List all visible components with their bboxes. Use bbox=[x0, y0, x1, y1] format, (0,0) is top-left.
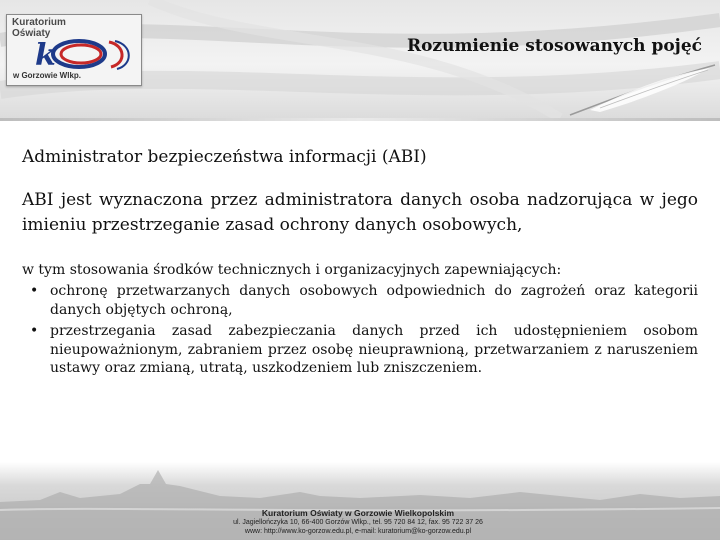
subheading: Administrator bezpieczeństwa informacji (ABI) bbox=[22, 147, 427, 167]
bullet-marker: • bbox=[30, 323, 39, 339]
bullet-marker: • bbox=[30, 283, 39, 299]
footer-band bbox=[0, 462, 720, 540]
footer-web-email: www: http://www.ko-gorzow.edu.pl, e-mail: kuratorium@ko-gorzow.edu.pl bbox=[244, 528, 472, 535]
bullet-text: przestrzegania zasad zabezpieczania danych przed ich udostępnieniem osobom nieupoważnionym, zabraniem przez osobę nieuprawnioną, przetwarzaniem z naruszeniem ustawy oraz zmianą, utratą, uszkodzeniem lub zniszczeniem. bbox=[50, 323, 698, 376]
list-item bbox=[22, 282, 698, 319]
slide-title: Rozumienie stosowanych pojęć bbox=[406, 36, 702, 56]
bullet-list bbox=[22, 282, 698, 378]
footer-contact bbox=[208, 508, 508, 536]
logo-line-1: Kuratorium bbox=[12, 17, 66, 28]
logo-mark-icon bbox=[27, 37, 135, 71]
feather-icon bbox=[560, 60, 720, 118]
list-item bbox=[22, 322, 698, 378]
header-band bbox=[0, 0, 720, 118]
logo bbox=[6, 14, 142, 86]
logo-line-2: Oświaty bbox=[12, 28, 51, 39]
svg-text:k: k bbox=[35, 38, 56, 71]
logo-line-3: w Gorzowie Wlkp. bbox=[13, 71, 82, 80]
header-divider bbox=[0, 118, 720, 121]
definition-paragraph: ABI jest wyznaczona przez administratora danych osoba nadzorująca w jego imieniu przestrzeganie zasad ochrony danych osobowych, bbox=[22, 190, 698, 235]
footer-address: ul. Jagiellończyka 10, 66-400 Gorzów Wlkp., tel. 95 720 84 12, fax. 95 722 37 26 bbox=[233, 519, 483, 526]
intro-paragraph: w tym stosowania środków technicznych i organizacyjnych zapewniających: bbox=[22, 262, 562, 278]
footer-org-name: Kuratorium Oświaty w Gorzowie Wielkopolskim bbox=[261, 508, 455, 518]
bullet-text: ochronę przetwarzanych danych osobowych odpowiednich do zagrożeń oraz kategorii danych objętych ochroną, bbox=[50, 283, 698, 318]
slide-content bbox=[22, 146, 698, 381]
